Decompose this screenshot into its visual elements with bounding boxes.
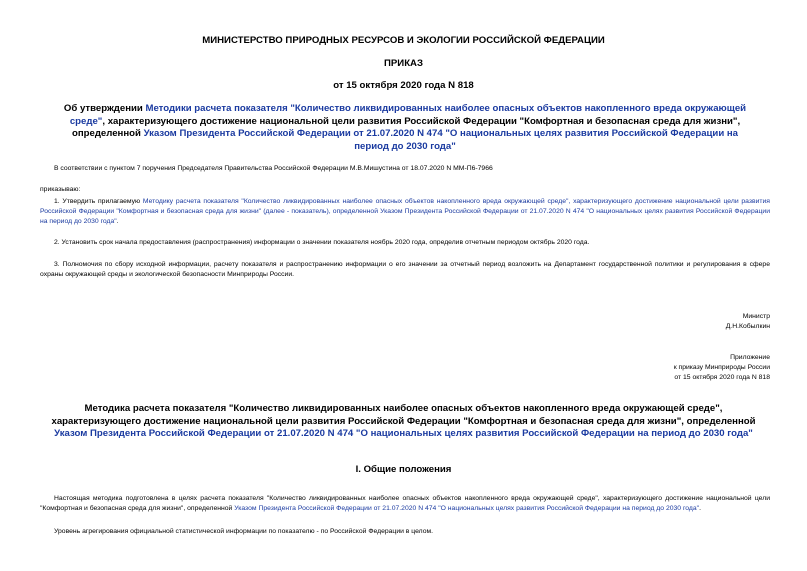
order-subject: [60, 103, 750, 153]
item1-suffix: .: [116, 218, 119, 225]
decree-link[interactable]: Указом Президента Российской Федерации от 21.07.2020 N 474 "О национальных целях развития Российской Федерации на период до 2030 года": [143, 128, 739, 152]
signature-name: Д.Н.Кобылкин: [725, 323, 770, 330]
item1-prefix: 1. Утвердить прилагаемую: [54, 198, 143, 205]
order-item-1: [40, 197, 770, 227]
document-type: ПРИКАЗ: [384, 58, 423, 69]
item1-methodology-link[interactable]: Методику расчета показателя "Количество ликвидированных наиболее опасных объектов накопленного вреда окружающей среде", характеризующего достижение национальной цели развития Российской Федерации "Комфортная и безопасная среда для жизни" (далее - показатель), определенной Указом Президента Российской Федерации от 21.07.2020 N 474 "О национальных целях развития Российской Федерации на период до 2030 года": [40, 198, 770, 225]
signature-position: Министр: [742, 313, 770, 320]
appendix-line-1: Приложение: [730, 354, 770, 361]
subject-prefix: Об утверждении: [63, 103, 146, 114]
appendix-block: [674, 353, 770, 383]
appendix-line-3: от 15 октября 2020 года N 818: [674, 374, 770, 381]
document-date-number: от 15 октября 2020 года N 818: [333, 80, 474, 91]
order-word: приказываю:: [40, 186, 81, 193]
methodology-link[interactable]: Методики расчета показателя "Количество ликвидированных наиболее опасных объектов накопленного вреда окружающей среде": [69, 103, 747, 127]
intro-text: Настоящая методика подготовлена в целях расчета показателя "Количество ликвидированных наиболее опасных объектов накопленного вреда окружающей среде", характеризующего достижение национальной цели "Комфортная и безопасная среда для жизни", определенной: [40, 495, 770, 512]
subject-middle: , характеризующего достижение национальной цели развития Российской Федерации "Комфортная и безопасная среда для жизни", определенной: [71, 115, 741, 139]
intro-paragraph: [40, 494, 770, 514]
methodology-title: [40, 403, 767, 441]
methodology-title-text: Методика расчета показателя "Количество ликвидированных наиболее опасных объектов накопленного вреда окружающей среде", характеризующего достижение национальной цели развития Российской Федерации "Комфортная и безопасная среда для жизни", определенной: [51, 403, 756, 427]
order-item-3: 3. Полномочия по сбору исходной информации, расчету показателя и распространению информации о его значении за отчетный период возложить на Департамент государственной политики и регулирования в сфере охраны окружающей среды и экологической безопасности Минприроды России.: [40, 261, 770, 278]
appendix-line-2: к приказу Минприроды России: [673, 364, 770, 371]
basis-paragraph: В соответствии с пунктом 7 поручения Председателя Правительства Российской Федерации М.В.Мишустина от 18.07.2020 N ММ-П6-7966: [54, 165, 493, 172]
section-title: I. Общие положения: [355, 464, 452, 475]
signature-block: [726, 312, 770, 332]
ministry-title: МИНИСТЕРСТВО ПРИРОДНЫХ РЕСУРСОВ И ЭКОЛОГИИ РОССИЙСКОЙ ФЕДЕРАЦИИ: [202, 35, 605, 46]
intro-decree-link[interactable]: Указом Президента Российской Федерации от 21.07.2020 N 474 "О национальных целях развития Российской Федерации на период до 2030 года": [234, 505, 700, 512]
intro-suffix: .: [699, 505, 701, 512]
order-item-2: 2. Установить срок начала предоставления (распространения) информации о значении показателя ноябрь 2020 года, определив отчетным периодом октябрь 2020 года.: [54, 239, 590, 246]
aggregation-level-paragraph: Уровень агрегирования официальной статистической информации по показателю - по Российской Федерации в целом.: [54, 528, 434, 535]
methodology-title-decree-link[interactable]: Указом Президента Российской Федерации от 21.07.2020 N 474 "О национальных целях развития Российской Федерации на период до 2030 года": [54, 428, 753, 439]
